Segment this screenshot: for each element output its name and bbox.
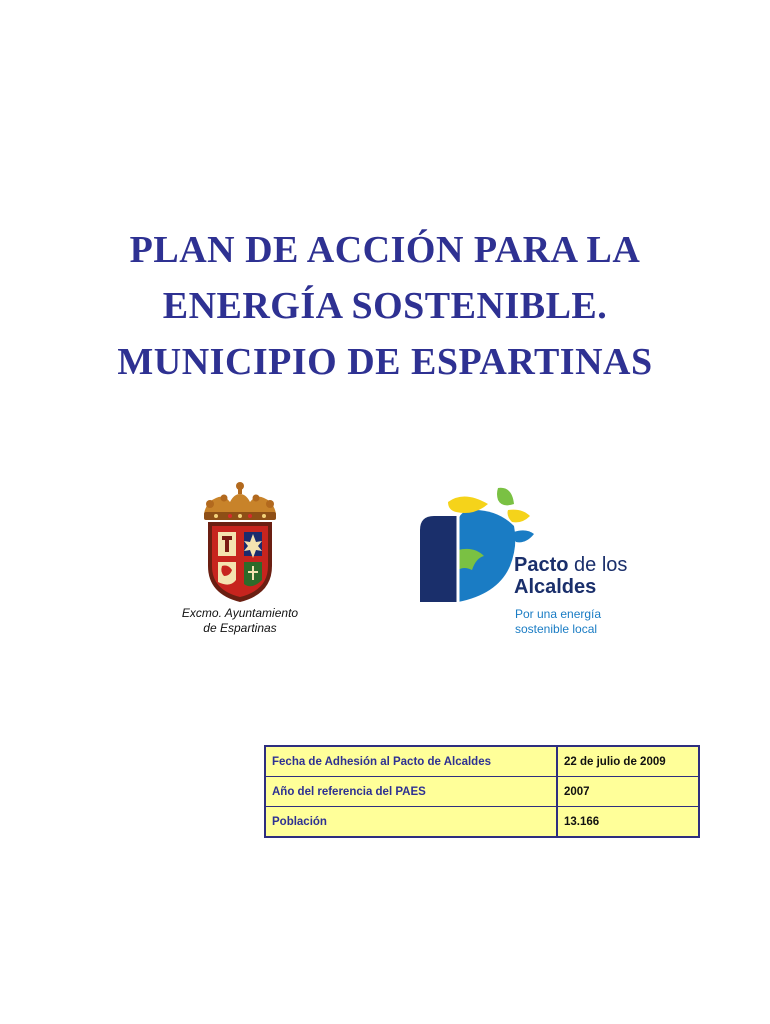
caption-line: de Espartinas <box>203 621 277 635</box>
pacto-name-line1 <box>514 554 627 576</box>
pacto-name-bold: Pacto <box>514 554 569 576</box>
table-row <box>265 746 699 777</box>
pacto-name-line2: Alcaldes <box>514 576 597 598</box>
tagline-line: sostenible local <box>515 622 598 636</box>
title-line: ENERGÍA SOSTENIBLE. <box>162 285 608 327</box>
crown-icon <box>204 482 276 520</box>
ayuntamiento-caption <box>160 606 320 636</box>
info-table <box>264 745 700 838</box>
document-title <box>0 222 770 390</box>
row-value: 2007 <box>557 777 699 807</box>
table-row <box>265 807 699 838</box>
pacto-wordmark <box>514 554 627 598</box>
title-line: PLAN DE ACCIÓN PARA LA <box>129 229 641 271</box>
pacto-name-light: de los <box>568 554 628 576</box>
tagline-line: Por una energía <box>515 607 602 621</box>
row-label: Población <box>265 807 557 838</box>
caption-line: Excmo. Ayuntamiento <box>181 606 299 620</box>
row-value: 13.166 <box>557 807 699 838</box>
row-label: Fecha de Adhesión al Pacto de Alcaldes <box>265 746 557 777</box>
row-value: 22 de julio de 2009 <box>557 746 699 777</box>
coat-of-arms-icon <box>196 480 284 608</box>
table-row <box>265 777 699 807</box>
pacto-tagline <box>515 607 601 637</box>
row-label: Año del referencia del PAES <box>265 777 557 807</box>
title-line: MUNICIPIO DE ESPARTINAS <box>117 341 653 383</box>
